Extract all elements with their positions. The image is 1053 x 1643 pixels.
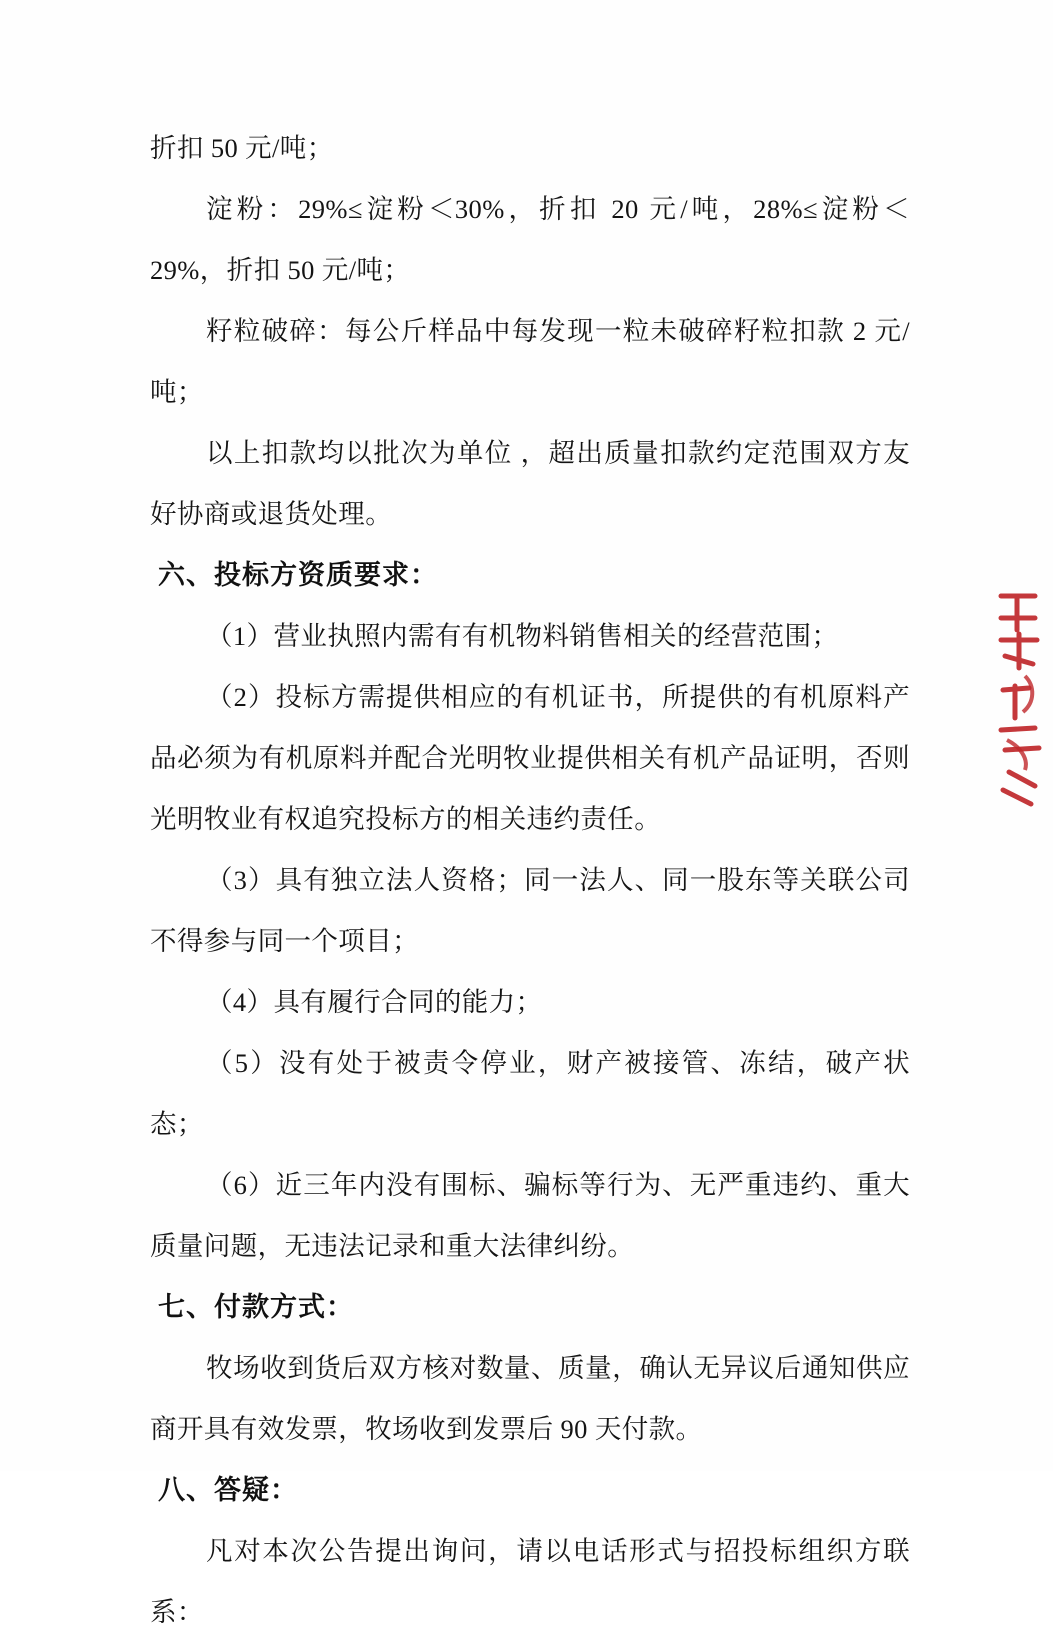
- paragraph-inquiry-contact: 凡对本次公告提出询问，请以电话形式与招投标组织方联系：: [150, 1536, 910, 1627]
- heading-bidder-qualification: 六、投标方资质要求：: [158, 560, 438, 591]
- paragraph-qualification-1: （1）营业执照内需有有机物料销售相关的经营范围；: [206, 621, 839, 651]
- paragraph-qualification-5: （5）没有处于被责令停业，财产被接管、冻结，破产状态；: [150, 1048, 910, 1139]
- paragraph-kernel-breakage: 籽粒破碎：每公斤样品中每发现一粒未破碎籽粒扣款 2 元/吨；: [150, 316, 910, 407]
- scan-speckle: [243, 1243, 253, 1251]
- red-seal-fragment-icon: [995, 590, 1053, 820]
- paragraph-qualification-2: （2）投标方需提供相应的有机证书，所提供的有机原料产品必须为有机原料并配合光明牧业提供相关有机产品证明，否则光明牧业有权追究投标方的相关违约责任。: [150, 682, 910, 834]
- heading-inquiry: 八、答疑：: [158, 1475, 298, 1506]
- paragraph-deduction-batch: 以上扣款均以批次为单位 ，超出质量扣款约定范围双方友好协商或退货处理。: [150, 438, 910, 529]
- heading-payment-method: 七、付款方式：: [158, 1292, 354, 1323]
- paragraph-qualification-4: （4）具有履行合同的能力；: [206, 987, 543, 1017]
- document-body: [150, 118, 910, 1643]
- paragraph-payment-terms: 牧场收到货后双方核对数量、质量，确认无异议后通知供应商开具有效发票，牧场收到发票后 90 天付款。: [150, 1353, 910, 1444]
- paragraph-qualification-3: （3）具有独立法人资格；同一法人、同一股东等关联公司不得参与同一个项目；: [150, 865, 910, 956]
- paragraph-qualification-6: （6）近三年内没有围标、骗标等行为、无严重违约、重大质量问题，无违法记录和重大法律纠纷。: [150, 1170, 910, 1261]
- paragraph-discount-50: 折扣 50 元/吨；: [150, 133, 334, 163]
- paragraph-starch-discount: 淀粉：29%≤淀粉＜30%，折扣 20 元/吨，28%≤淀粉＜29%，折扣 50 元/吨；: [150, 194, 910, 285]
